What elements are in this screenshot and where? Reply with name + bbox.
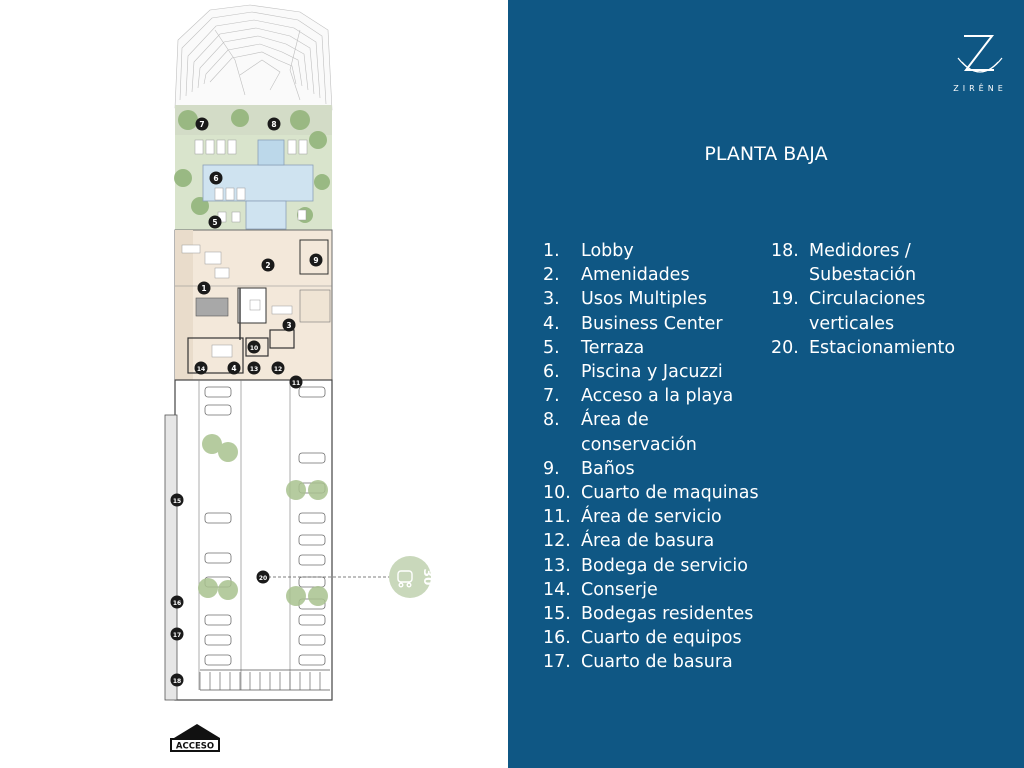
tree [198, 578, 218, 598]
parked-car [205, 405, 231, 415]
plan-marker-label: 11 [291, 380, 301, 387]
tree [308, 586, 328, 606]
legend-item [543, 287, 766, 311]
plan-marker-label: 9 [313, 256, 319, 265]
legend-label: Amenidades [581, 265, 690, 286]
plan-panel [0, 0, 508, 768]
legend-number: 10. [543, 483, 571, 504]
plan-marker-label: 18 [172, 678, 182, 685]
plan-marker-label: 13 [249, 366, 259, 373]
legend-item [543, 239, 766, 263]
plan-marker-label: 20 [258, 575, 268, 582]
plan-marker-label: 5 [212, 218, 218, 227]
legend-number: 11. [543, 507, 571, 528]
legend-column-right [771, 239, 1009, 360]
legend-label: Estacionamiento [809, 337, 956, 358]
plan-marker [198, 282, 211, 295]
legend-item [771, 336, 1009, 360]
legend-number: 12. [543, 531, 571, 552]
plan-marker [210, 172, 223, 185]
plan-marker [228, 362, 241, 375]
legend-item [771, 239, 1009, 287]
legend-number: 13. [543, 555, 571, 576]
legend-number: 18. [771, 241, 799, 261]
legend-number: 3. [543, 289, 560, 310]
plan-marker-label: 7 [199, 120, 205, 129]
legend-label: Baños [581, 458, 635, 479]
legend-item [543, 505, 766, 529]
plan-marker [248, 362, 261, 375]
plan-marker [248, 341, 261, 354]
legend-item [771, 287, 1009, 335]
legend-column-left [543, 239, 766, 675]
legend-number: 5. [543, 337, 560, 358]
access-label: ACCESO [175, 741, 215, 752]
legend-label: Acceso a la playa [581, 386, 734, 407]
plan-marker [257, 571, 270, 584]
legend-number: 6. [543, 362, 560, 383]
plan-marker [171, 494, 184, 507]
legend-label: Cuarto de equipos [581, 628, 742, 649]
parked-car [205, 387, 231, 397]
legend-item [543, 312, 766, 336]
legend-item [543, 481, 766, 505]
legend-number: 4. [543, 313, 560, 334]
legend-number: 2. [543, 265, 560, 286]
parked-car [299, 555, 325, 565]
parked-car [299, 513, 325, 523]
parking-count-label: 30 [421, 568, 435, 586]
plan-marker-label: 17 [172, 632, 182, 639]
plan-marker [290, 376, 303, 389]
plan-marker-label: 8 [271, 120, 277, 129]
plan-marker-label: 12 [273, 366, 283, 373]
legend-item [543, 529, 766, 553]
parked-car [299, 655, 325, 665]
plan-marker [268, 118, 281, 131]
legend-number: 16. [543, 628, 571, 649]
legend-label: Usos Multiples [581, 289, 707, 310]
legend-item [543, 554, 766, 578]
legend-label: Lobby [581, 241, 634, 261]
plan-marker [195, 362, 208, 375]
ground-floor-plan [0, 0, 508, 768]
legend-label: Bodegas residentes [581, 604, 754, 625]
legend-item [543, 408, 766, 456]
tree [218, 580, 238, 600]
page-title: PLANTA BAJA [704, 143, 828, 165]
legend-label: Área de conservación [581, 410, 697, 455]
parked-car [299, 615, 325, 625]
plan-marker-label: 4 [231, 364, 237, 373]
legend-number: 19. [771, 289, 799, 310]
parked-car [205, 615, 231, 625]
legend-item [543, 360, 766, 384]
legend-label: Medidores / Subestación [809, 241, 917, 286]
legend-label: Conserje [581, 579, 658, 600]
legend-item [543, 263, 766, 287]
parked-car [205, 635, 231, 645]
parked-car [205, 553, 231, 563]
brand-wordmark: ZIRÊNE [953, 84, 1007, 93]
plan-marker [262, 259, 275, 272]
legend-label: Circulaciones verticales [809, 289, 926, 334]
legend-label: Cuarto de maquinas [581, 483, 759, 504]
legend-label: Cuarto de basura [581, 652, 733, 673]
plan-marker-label: 1 [201, 284, 207, 293]
plan-marker [171, 628, 184, 641]
legend-number: 17. [543, 652, 571, 673]
plan-marker-label: 14 [196, 366, 206, 373]
parked-car [299, 535, 325, 545]
plan-marker [209, 216, 222, 229]
plan-marker [171, 674, 184, 687]
tree [308, 480, 328, 500]
parking-count-badge [389, 556, 435, 598]
parked-car [299, 453, 325, 463]
legend-number: 8. [543, 410, 560, 431]
legend-label: Bodega de servicio [581, 555, 748, 576]
building-floor [175, 230, 332, 380]
legend-label: Área de basura [581, 531, 715, 552]
tree [286, 586, 306, 606]
plan-marker [310, 254, 323, 267]
legend-item [543, 650, 766, 674]
tree [218, 442, 238, 462]
legend-number: 15. [543, 604, 571, 625]
legend-item [543, 457, 766, 481]
plan-marker-label: 16 [172, 600, 182, 607]
terrain-contours [175, 5, 332, 110]
plan-marker-label: 6 [213, 174, 219, 183]
legend-item [543, 578, 766, 602]
plan-marker [272, 362, 285, 375]
legend-label: Terraza [581, 337, 645, 358]
plan-marker-label: 10 [249, 345, 259, 352]
legend-item [543, 626, 766, 650]
plan-marker [196, 118, 209, 131]
legend-number: 1. [543, 241, 560, 261]
parked-car [205, 513, 231, 523]
legend-label: Área de servicio [581, 507, 722, 528]
legend-item [543, 336, 766, 360]
legend-number: 9. [543, 458, 560, 479]
legend-number: 14. [543, 579, 571, 600]
legend-item [543, 602, 766, 626]
parked-car [205, 655, 231, 665]
parked-car [299, 387, 325, 397]
legend-number: 7. [543, 386, 560, 407]
parked-car [299, 635, 325, 645]
access-sign [170, 724, 220, 752]
parked-car [299, 577, 325, 587]
plan-marker [283, 319, 296, 332]
legend-item [543, 384, 766, 408]
plan-marker-label: 15 [172, 498, 182, 505]
legend-label: Piscina y Jacuzzi [581, 362, 723, 383]
plan-marker-label: 3 [286, 321, 292, 330]
plan-marker-label: 2 [265, 261, 271, 270]
plan-marker [171, 596, 184, 609]
legend-label: Business Center [581, 313, 723, 334]
tree [286, 480, 306, 500]
legend-number: 20. [771, 337, 799, 358]
